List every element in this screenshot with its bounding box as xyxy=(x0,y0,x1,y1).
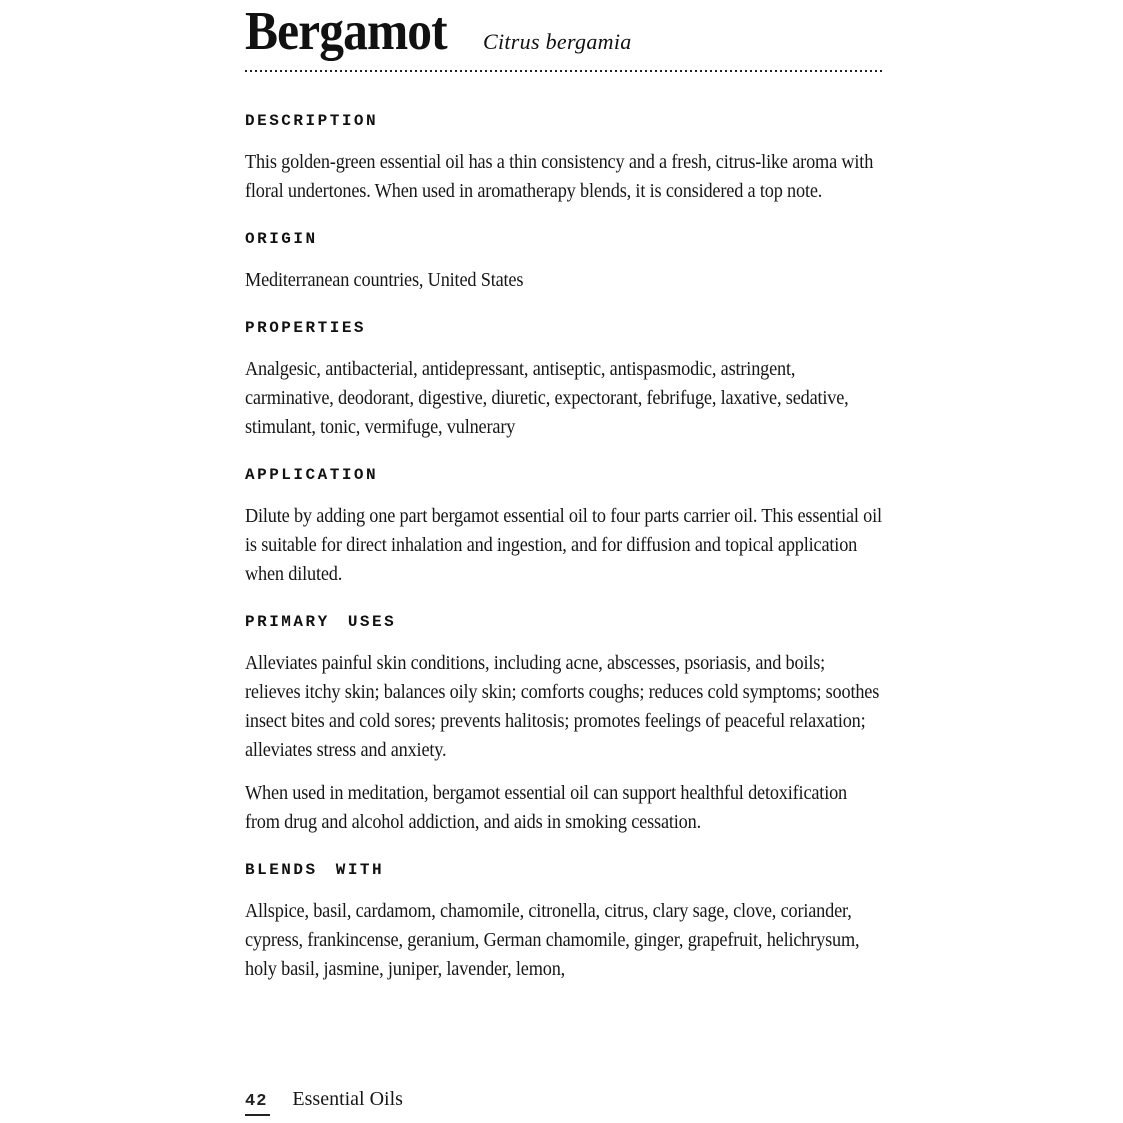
properties-paragraph: Analgesic, antibacterial, antidepressant, antiseptic, antispasmodic, astringent, carminative, deodorant, digestive, diuretic, expectorant, febrifuge, laxative, sedative, stimulant, tonic, vermifuge, vulnerary xyxy=(245,358,849,438)
page-title: Bergamot xyxy=(245,0,447,61)
primary-uses-paragraph-2: When used in meditation, bergamot essential oil can support healthful detoxification from drug and alcohol addiction, and aids in smoking cessation. xyxy=(245,782,848,833)
section-heading-blends-with: BLENDS WITH xyxy=(245,861,385,879)
origin-paragraph: Mediterranean countries, United States xyxy=(245,269,524,291)
section-properties xyxy=(245,319,885,442)
primary-uses-paragraph-1: Alleviates painful skin conditions, including acne, abscesses, psoriasis, and boils; relieves itchy skin; balances oily skin; comforts coughs; reduces cold symptoms; soothes insect bites and cold sores; prevents halitosis; promotes feelings of peaceful relaxation; alleviates stress and anxiety. xyxy=(245,652,880,761)
title-row xyxy=(245,0,885,62)
description-paragraph: This golden-green essential oil has a thin consistency and a fresh, citrus-like aroma with floral undertones. When used in aromatherapy blends, it is considered a top note. xyxy=(245,151,874,202)
title-wrap xyxy=(245,0,457,62)
section-heading-origin: ORIGIN xyxy=(245,230,318,248)
page-content xyxy=(245,0,885,998)
page-header xyxy=(245,0,885,72)
section-description xyxy=(245,112,885,206)
book-title: Essential Oils xyxy=(292,1088,403,1110)
botanical-name: Citrus bergamia xyxy=(483,29,632,54)
section-heading-properties: PROPERTIES xyxy=(245,319,367,337)
application-paragraph: Dilute by adding one part bergamot essential oil to four parts carrier oil. This essential oil is suitable for direct inhalation and ingestion, and for diffusion and topical application when diluted. xyxy=(245,505,882,585)
dotted-divider xyxy=(245,70,885,72)
blends-with-paragraph: Allspice, basil, cardamom, chamomile, citronella, citrus, clary sage, clove, coriander, cypress, frankincense, geranium, German chamomile, ginger, grapefruit, helichrysum, holy basil, jasmine, juniper, lavender, lemon, xyxy=(245,900,860,980)
section-primary-uses xyxy=(245,613,885,837)
section-application xyxy=(245,466,885,589)
section-origin xyxy=(245,230,885,295)
section-blends-with xyxy=(245,861,885,984)
page-body xyxy=(245,112,885,984)
page-number: 42 xyxy=(245,1092,270,1116)
section-heading-description: DESCRIPTION xyxy=(245,112,379,130)
page-footer xyxy=(245,1088,403,1116)
section-heading-primary-uses: PRIMARY USES xyxy=(245,613,397,631)
section-heading-application: APPLICATION xyxy=(245,466,379,484)
